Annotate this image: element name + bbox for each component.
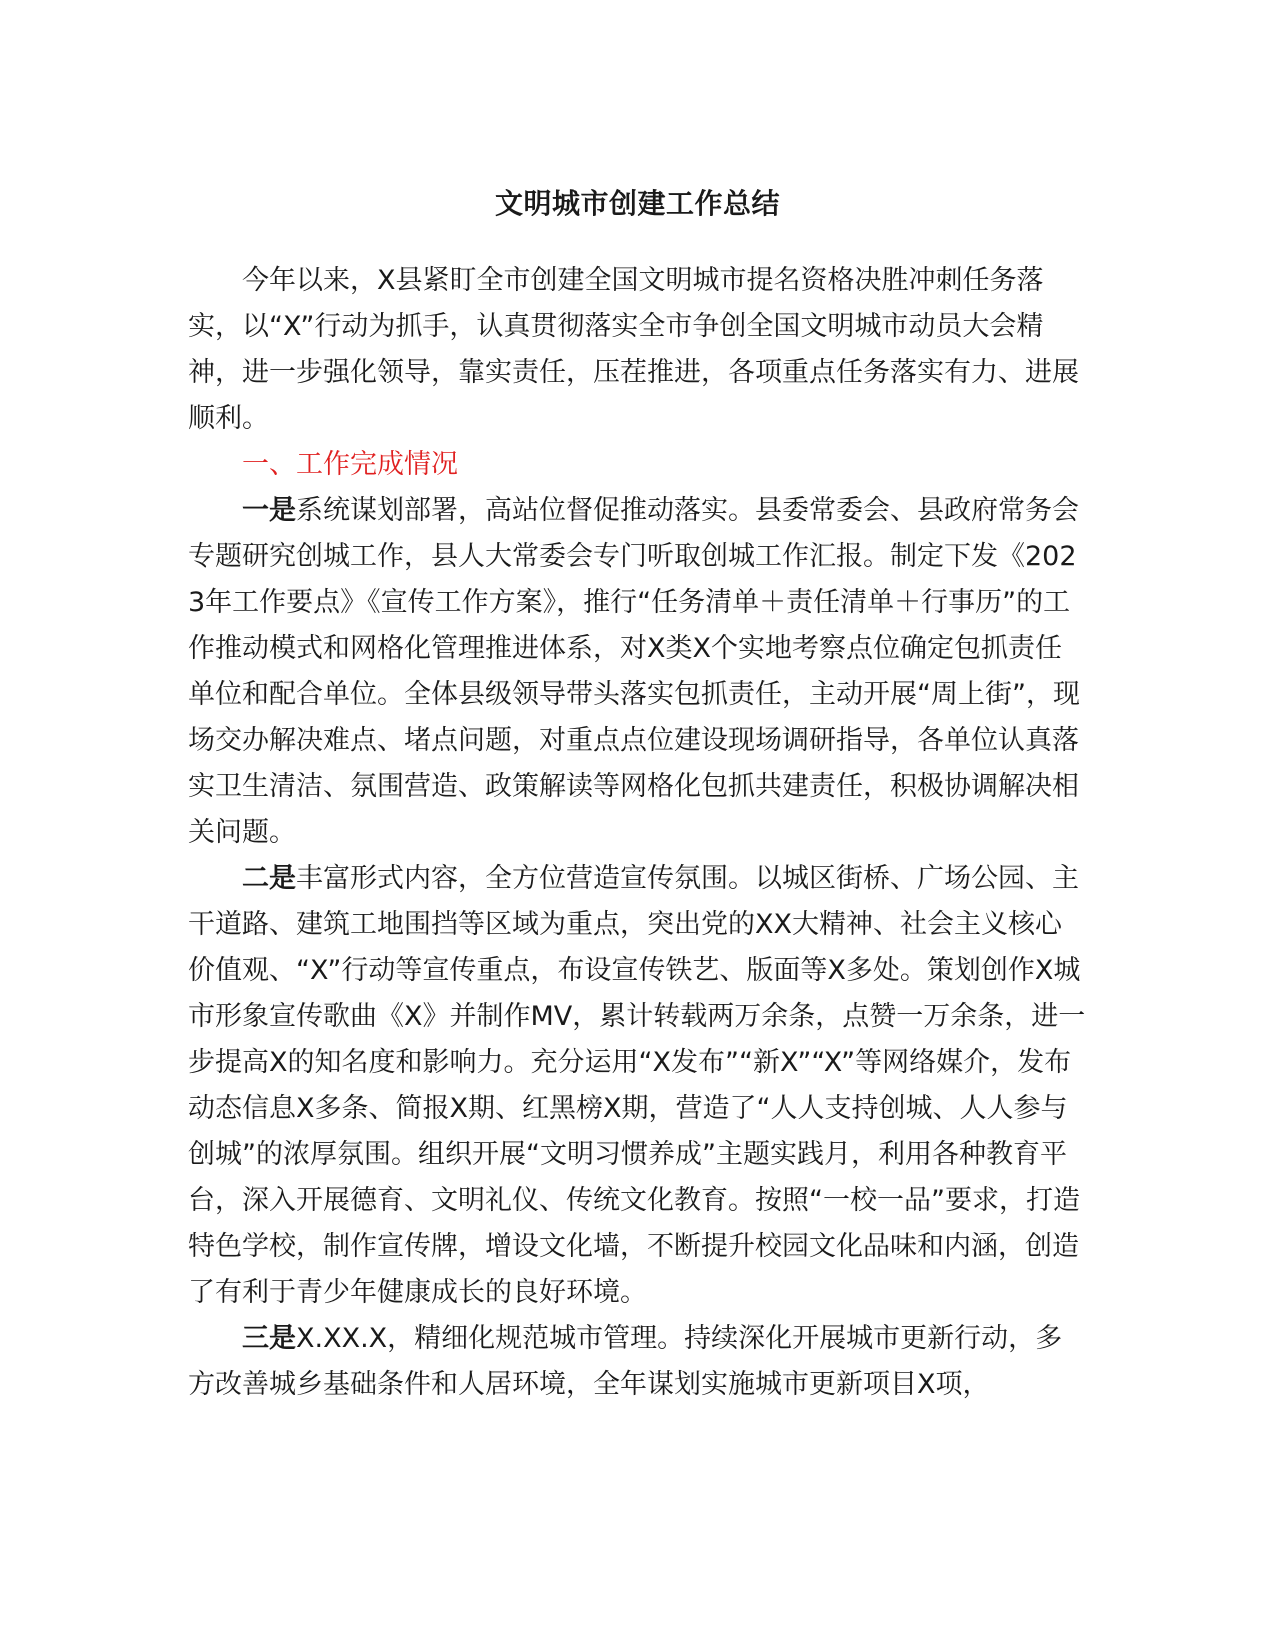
document-body <box>188 258 1088 1408</box>
item-paragraph-1 <box>188 488 1088 856</box>
item-text-2: 丰富形式内容，全方位营造宣传氛围。以城区街桥、广场公园、主干道路、建筑工地围挡等区域为重点，突出党的XX大精神、社会主义核心价值观、“X”行动等宣传重点，布设宣传铁艺、版面等X多处。策划创作X城市形象宣传歌曲《X》并制作MV，累计转载两万余条，点赞一万余条，进一步提高X的知名度和影响力。充分运用“X发布”“新X”“X”等网络媒介，发布动态信息X多条、简报X期、红黑榜X期，营造了“人人支持创城、人人参与创城”的浓厚氛围。组织开展“文明习惯养成”主题实践月，利用各种教育平台，深入开展德育、文明礼仪、传统文化教育。按照“一校一品”要求，打造特色学校，制作宣传牌，增设文化墙，不断提升校园文化品味和内涵，创造了有利于青少年健康成长的良好环境。 <box>188 863 1086 1308</box>
document-title: 文明城市创建工作总结 <box>494 187 780 220</box>
item-paragraph-2 <box>188 856 1088 1316</box>
item-lead-1: 一是 <box>242 495 296 526</box>
item-lead-3: 三是 <box>242 1323 296 1354</box>
item-paragraph-3 <box>188 1316 1088 1408</box>
item-lead-2: 二是 <box>242 863 296 894</box>
intro-paragraph: 今年以来，X县紧盯全市创建全国文明城市提名资格决胜冲刺任务落实，以“X”行动为抓手，认真贯彻落实全市争创全国文明城市动员大会精神，进一步强化领导，靠实责任，压茬推进，各项重点任务落实有力、进展顺利。 <box>188 265 1079 434</box>
item-text-1: 系统谋划部署，高站位督促推动落实。县委常委会、县政府常务会专题研究创城工作，县人大常委会专门听取创城工作汇报。制定下发《2023年工作要点》《宣传工作方案》，推行“任务清单＋责任清单＋行事历”的工作推动模式和网格化管理推进体系，对X类X个实地考察点位确定包抓责任单位和配合单位。全体县级领导带头落实包抓责任，主动开展“周上街”，现场交办解决难点、堵点问题，对重点点位建设现场调研指导，各单位认真落实卫生清洁、氛围营造、政策解读等网格化包抓共建责任，积极协调解决相关问题。 <box>188 495 1080 848</box>
section-heading: 一、工作完成情况 <box>242 449 458 480</box>
item-text-3: X.XX.X，精细化规范城市管理。持续深化开展城市更新行动，多方改善城乡基础条件和人居环境，全年谋划实施城市更新项目X项， <box>188 1323 1063 1400</box>
